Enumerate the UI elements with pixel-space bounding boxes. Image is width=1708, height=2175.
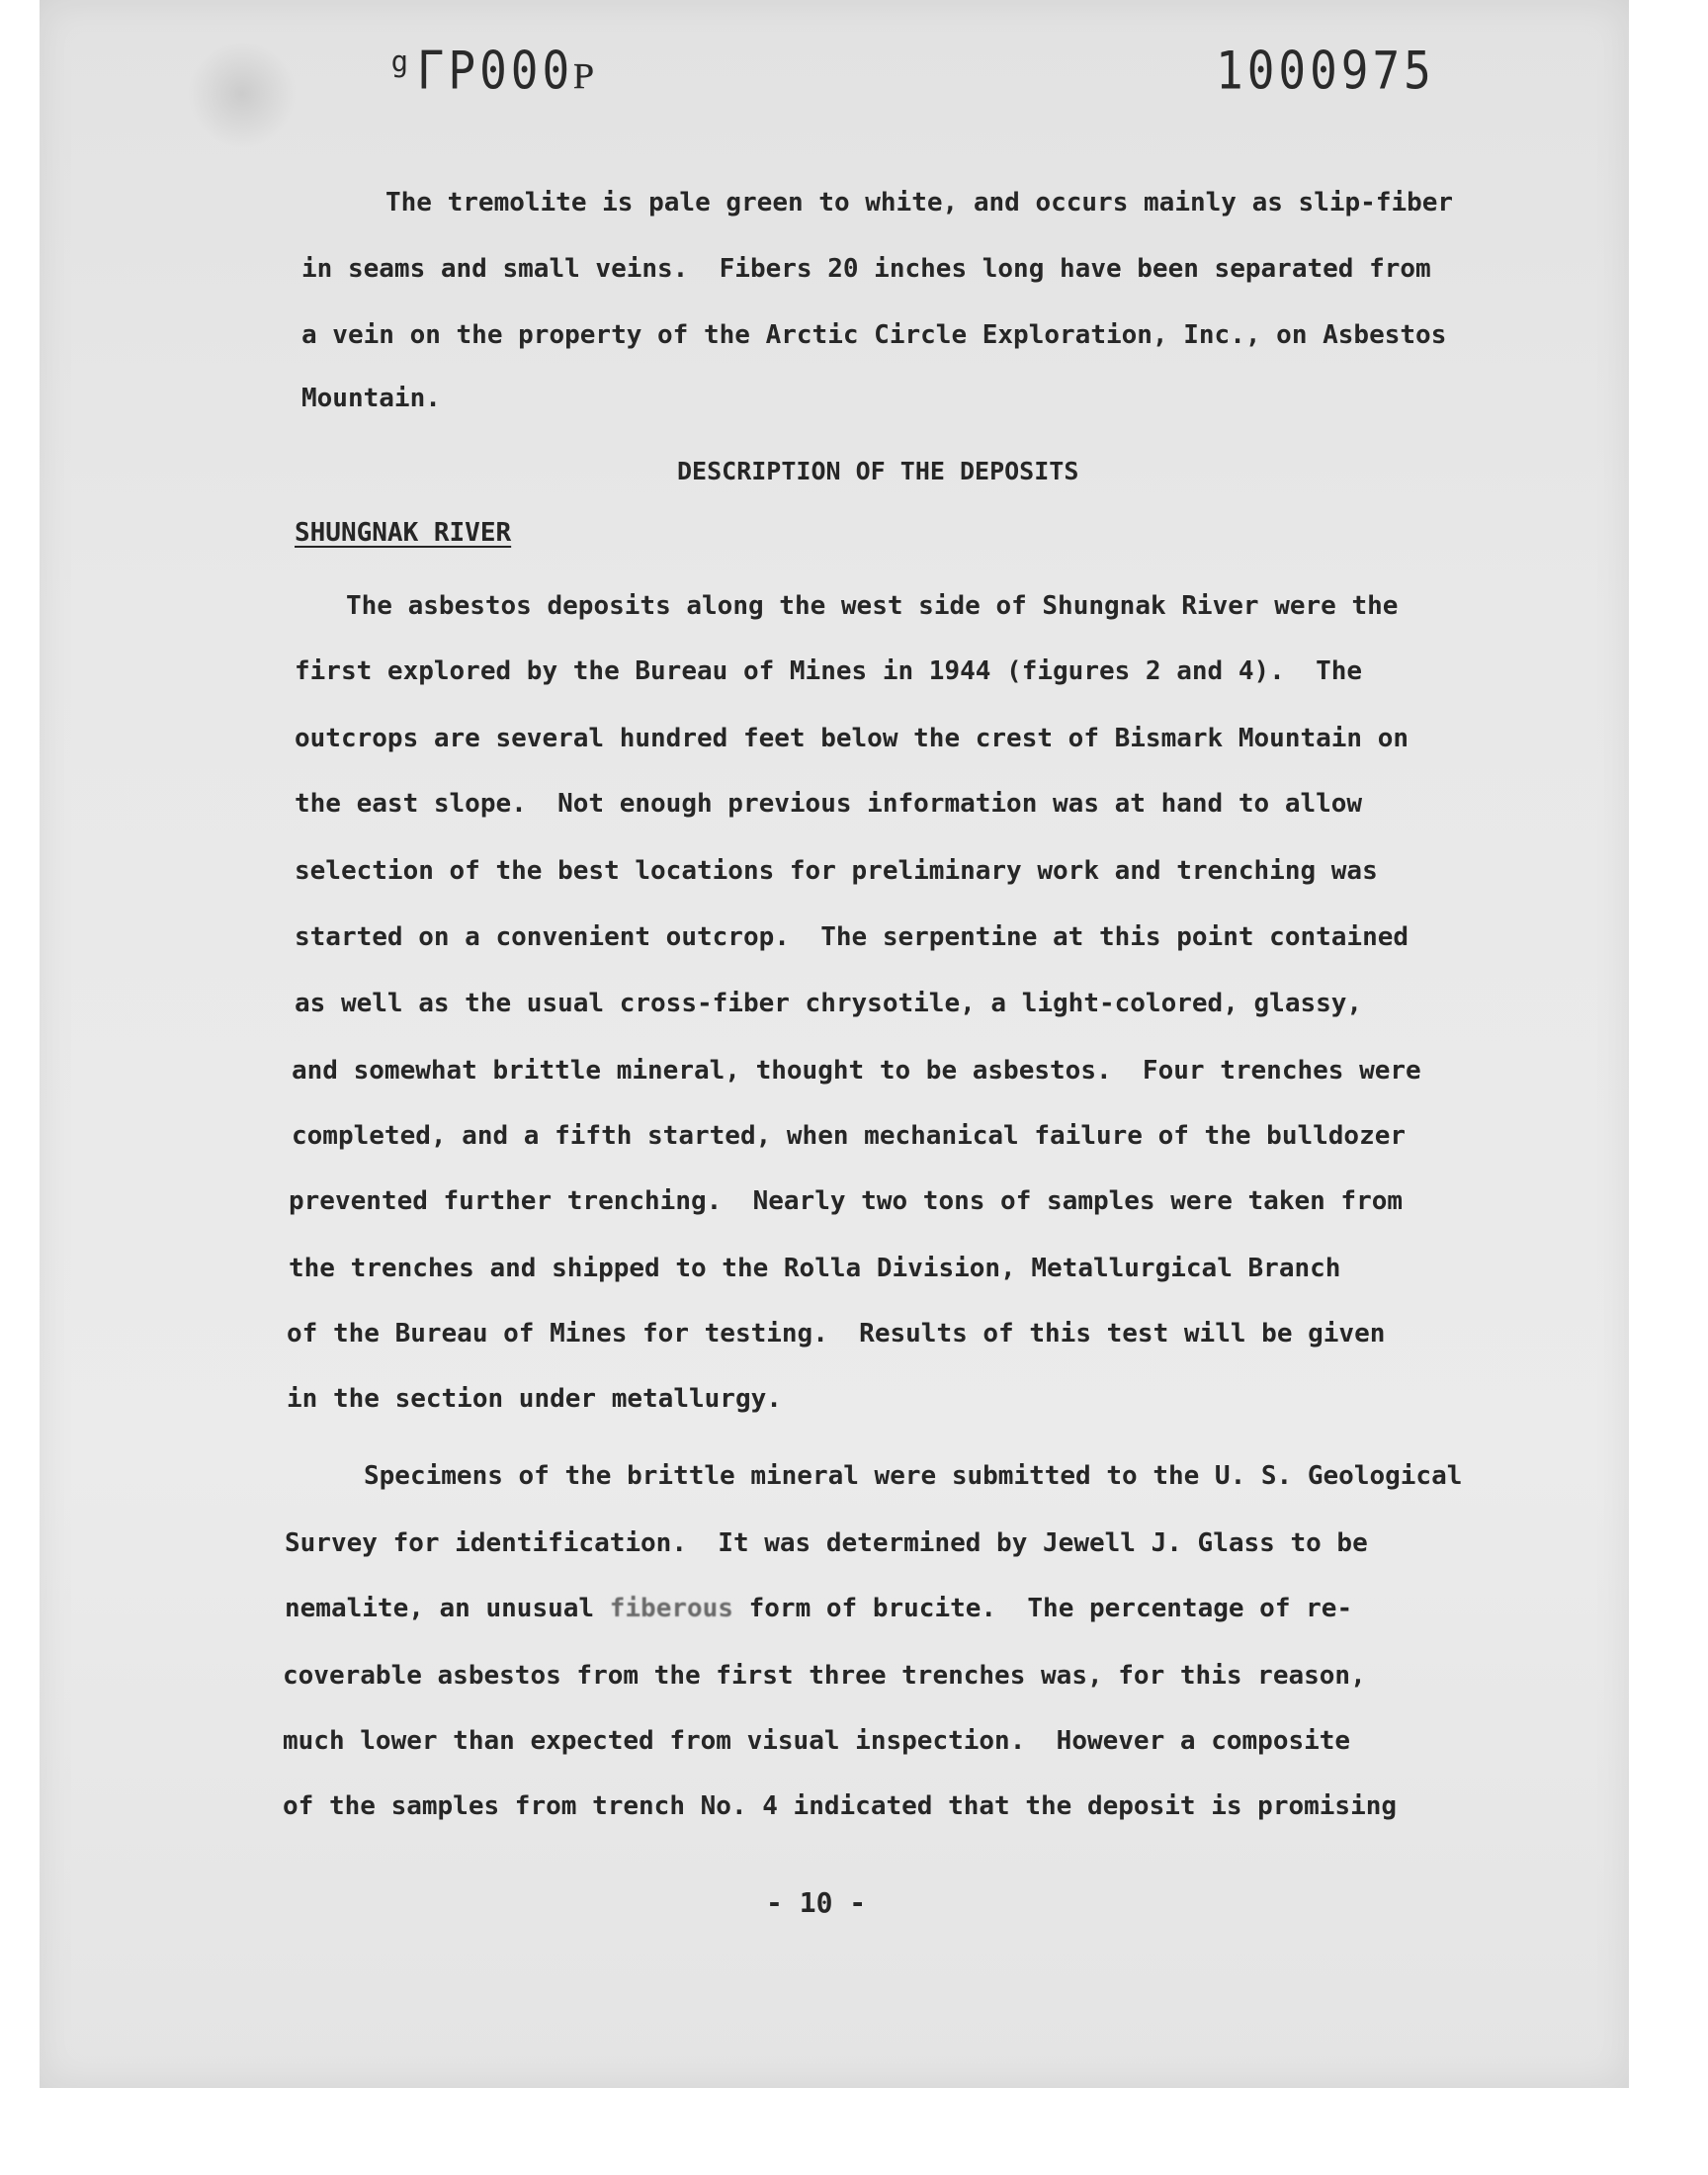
para2-line: Specimens of the brittle mineral were submitted to the U. S. Geological	[364, 1461, 1463, 1491]
para1-line: first explored by the Bureau of Mines in 1944 (figures 2 and 4). The	[295, 656, 1363, 686]
intro-line: a vein on the property of the Arctic Circle Exploration, Inc., on Asbestos	[301, 320, 1447, 350]
para1-line: the east slope. Not enough previous information was at hand to allow	[295, 789, 1363, 819]
smudge-mark	[188, 40, 297, 148]
para1-line: as well as the usual cross-fiber chrysotile, a light-colored, glassy,	[295, 989, 1363, 1018]
para2-line: of the samples from trench No. 4 indicated that the deposit is promising	[283, 1791, 1398, 1821]
para1-line: in the section under metallurgy.	[287, 1384, 782, 1414]
page-number: - 10 -	[766, 1886, 867, 1919]
para1-line: completed, and a fifth started, when mechanical failure of the bulldozer	[292, 1121, 1407, 1151]
para1-line: started on a convenient outcrop. The serpentine at this point contained	[295, 922, 1409, 952]
para2-line3-start: nemalite, an unusual	[285, 1594, 610, 1623]
para1-line: and somewhat brittle mineral, thought to be asbestos. Four trenches were	[292, 1056, 1421, 1086]
para1-line: outcrops are several hundred feet below the crest of Bismark Mountain on	[295, 724, 1409, 753]
para1-line: the trenches and shipped to the Rolla Division, Metallurgical Branch	[289, 1254, 1341, 1283]
para1-line: The asbestos deposits along the west side of Shungnak River were the	[346, 591, 1399, 621]
para1-line: of the Bureau of Mines for testing. Results of this test will be given	[287, 1319, 1386, 1348]
para1-line: prevented further trenching. Nearly two tons of samples were taken from	[289, 1186, 1404, 1216]
intro-line: in seams and small veins. Fibers 20 inches long have been separated from	[301, 254, 1431, 284]
smeared-word: fiberous	[609, 1594, 733, 1623]
section-heading: DESCRIPTION OF THE DEPOSITS	[677, 457, 1079, 485]
intro-line: The tremolite is pale green to white, and occurs mainly as slip-fiber	[385, 188, 1454, 218]
para2-line: Survey for identification. It was determined by Jewell J. Glass to be	[285, 1528, 1368, 1558]
para2-line: much lower than expected from visual inspection. However a composite	[283, 1726, 1351, 1756]
para2-line	[285, 1594, 1352, 1623]
document-page	[40, 0, 1629, 2088]
stamp-number-right: 1000975	[1216, 39, 1435, 102]
stamp-number-left: ᵍΓP000ᴩ	[385, 39, 599, 102]
para2-line: coverable asbestos from the first three trenches was, for this reason,	[283, 1661, 1366, 1691]
intro-line: Mountain.	[301, 384, 441, 413]
para1-line: selection of the best locations for preliminary work and trenching was	[295, 856, 1378, 886]
subheading: SHUNGNAK RIVER	[295, 518, 512, 548]
para2-line3-end: form of brucite. The percentage of re-	[732, 1594, 1353, 1623]
